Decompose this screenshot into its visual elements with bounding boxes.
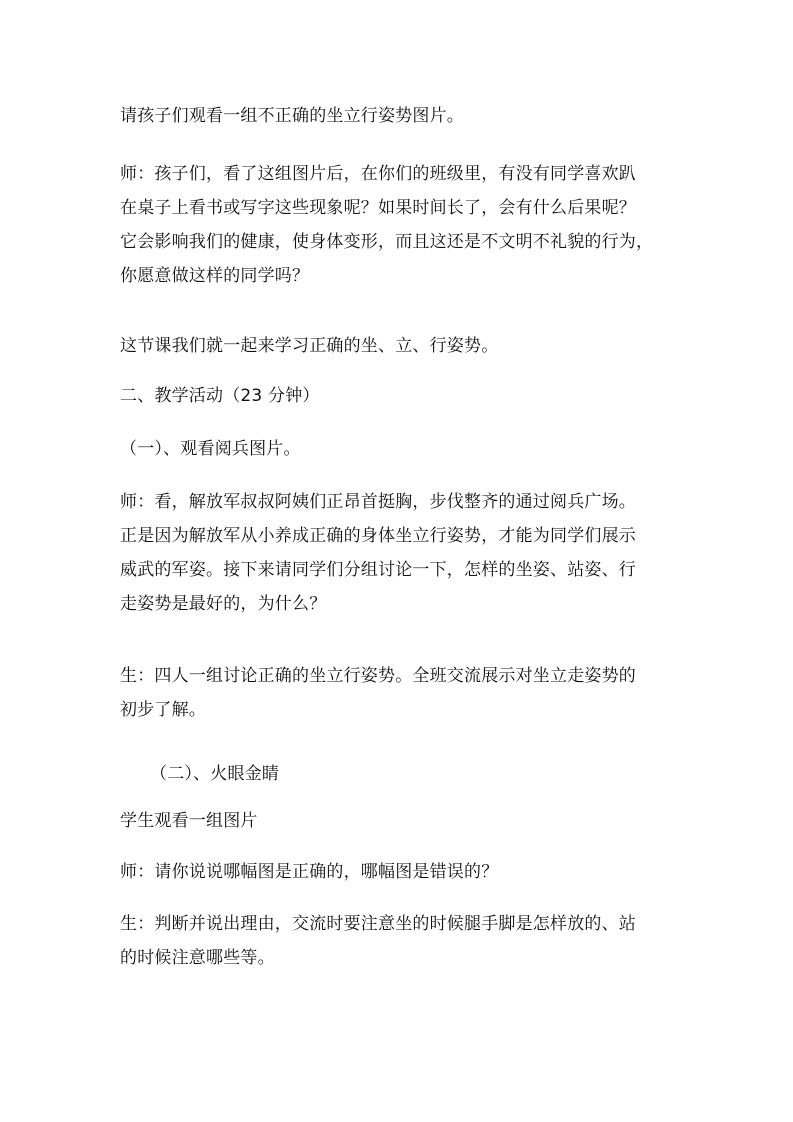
paragraph-student-judge — [120, 907, 680, 975]
paragraph-teacher-question — [120, 157, 680, 293]
text-line: 学生观看一组图片 — [120, 811, 258, 831]
text-line: 二、教学活动（23 分钟） — [120, 386, 320, 406]
paragraph-instruction — [120, 99, 680, 133]
text-line: 走姿势是最好的，为什么？ — [120, 594, 327, 614]
text-line: 它会影响我们的健康，使身体变形，而且这还是不文明不礼貌的行为， — [120, 232, 654, 252]
subsection-heading-sharp-eyes — [150, 757, 710, 791]
text-line: 生：判断并说出理由，交流时要注意坐的时候腿手脚是怎样放的、站 — [120, 914, 636, 934]
paragraph-student-discussion — [120, 659, 680, 727]
text-line: 师：看，解放军叔叔阿姨们正昂首挺胸，步伐整齐的通过阅兵广场。 — [120, 492, 636, 512]
text-line: 的时候注意哪些等。 — [120, 948, 275, 968]
text-line: 师：请你说说哪幅图是正确的，哪幅图是错误的？ — [120, 862, 499, 882]
paragraph-lesson-intro — [120, 329, 680, 363]
text-line: 你愿意做这样的同学吗？ — [120, 266, 310, 286]
text-line: 这节课我们就一起来学习正确的坐、立、行姿势。 — [120, 336, 499, 356]
text-line: 威武的军姿。接下来请同学们分组讨论一下，怎样的坐姿、站姿、行 — [120, 560, 636, 580]
subsection-heading-parade — [120, 432, 680, 466]
text-line: 在桌子上看书或写字这些现象呢？如果时间长了，会有什么后果呢？ — [120, 198, 636, 218]
paragraph-teacher-parade — [120, 485, 680, 621]
text-line: 初步了解。 — [120, 700, 206, 720]
text-line: （一）、观看阅兵图片。 — [120, 439, 301, 459]
text-line: 正是因为解放军从小养成正确的身体坐立行姿势，才能为同学们展示 — [120, 526, 636, 546]
paragraph-teacher-judge — [120, 855, 680, 889]
text-line: 师：孩子们，看了这组图片后，在你们的班级里，有没有同学喜欢趴 — [120, 164, 636, 184]
text-line: 生：四人一组讨论正确的坐立行姿势。全班交流展示对坐立走姿势的 — [120, 666, 636, 686]
text-line: 请孩子们观看一组不正确的坐立行姿势图片。 — [120, 106, 464, 126]
paragraph-students-watch — [120, 804, 680, 838]
text-line: （二）、火眼金睛 — [150, 764, 280, 784]
section-heading-teaching-activity — [120, 379, 680, 413]
